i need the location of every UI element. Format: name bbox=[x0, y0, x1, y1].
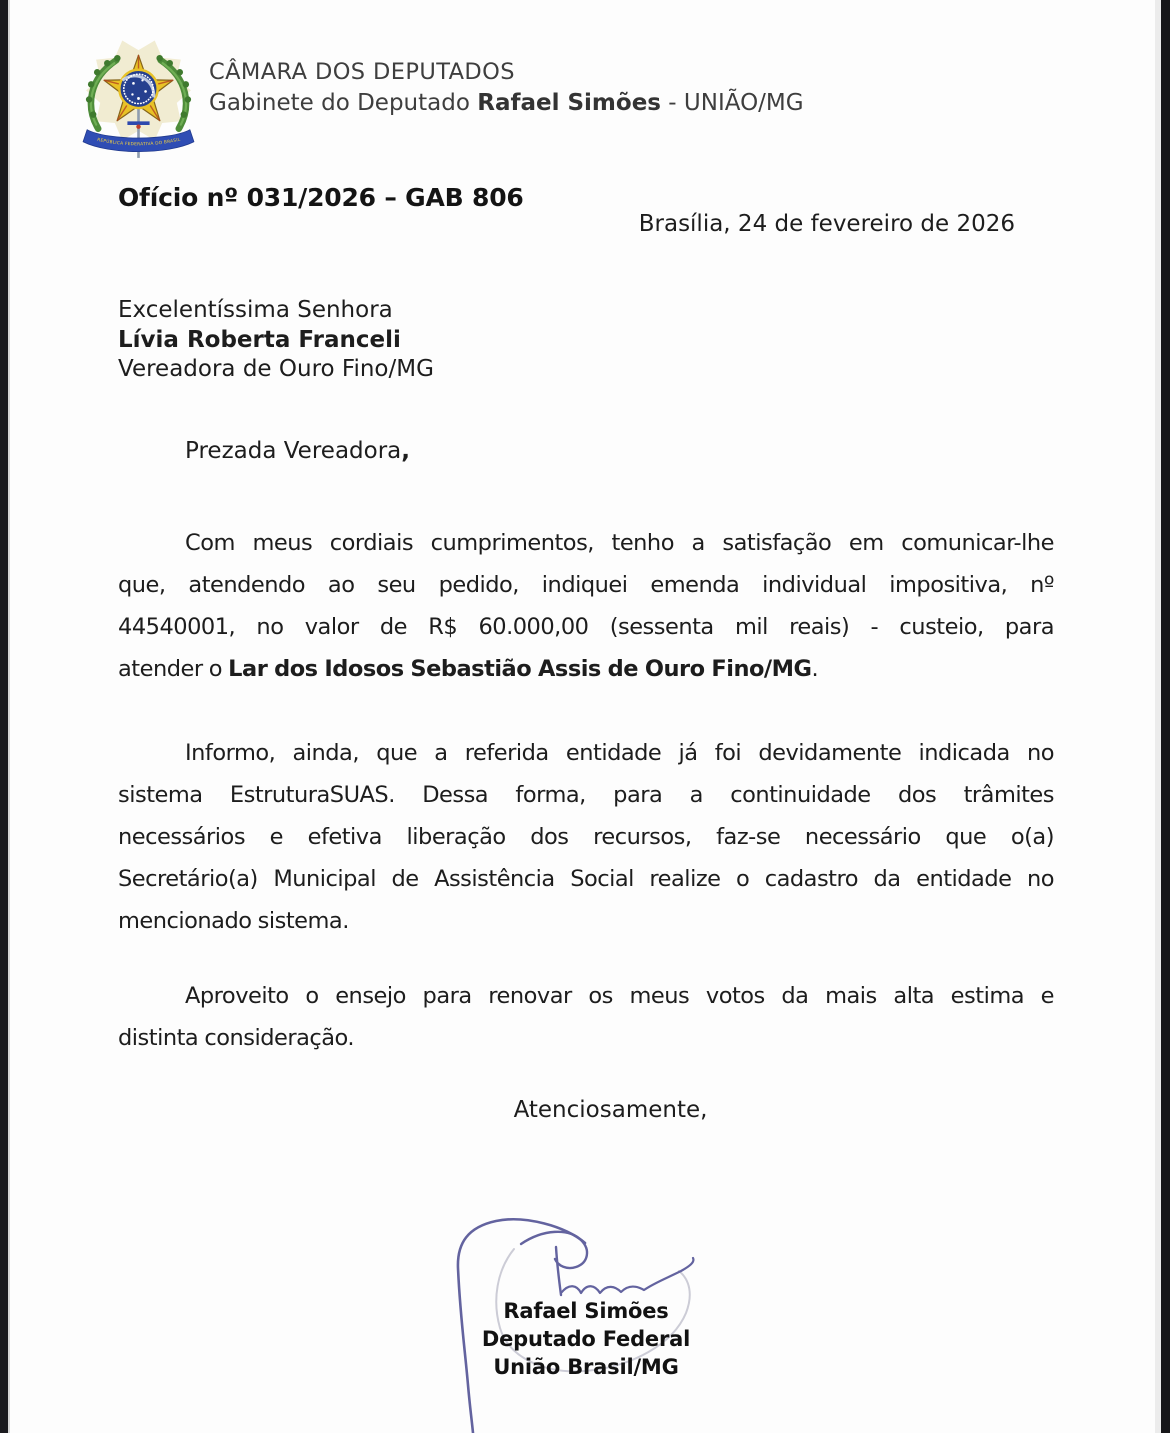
paragraph-line: Aproveito o ensejo para renovar os meus votos da mais alta estima e bbox=[185, 983, 1054, 1009]
signer-name: Rafael Simões bbox=[503, 1299, 669, 1323]
paragraph-line: Com meus cordiais cumprimentos, tenho a satisfação em comunicar-lhe bbox=[185, 530, 1054, 556]
letterhead bbox=[209, 57, 804, 119]
brazil-coat-of-arms-icon bbox=[72, 36, 205, 169]
paragraph-text: . bbox=[811, 656, 819, 682]
office-suffix: - UNIÃO/MG bbox=[661, 90, 804, 116]
recipient-salutation-title: Excelentíssima Senhora bbox=[118, 297, 393, 323]
paragraph-3 bbox=[118, 975, 1054, 1059]
signer-block bbox=[118, 1297, 1054, 1381]
paragraph-2 bbox=[118, 732, 1054, 942]
beneficiary-entity: Lar dos Idosos Sebastião Assis de Ouro Fino/MG bbox=[228, 656, 812, 682]
paragraph-line: necessários e efetiva liberação dos recursos, faz-se necessário que o(a) bbox=[118, 824, 1054, 850]
paragraph-line: 44540001, no valor de R$ 60.000,00 (sessenta mil reais) - custeio, para bbox=[118, 614, 1054, 640]
org-name: CÂMARA DOS DEPUTADOS bbox=[209, 59, 515, 85]
office-prefix: Gabinete do Deputado bbox=[209, 90, 478, 116]
office-line bbox=[209, 88, 804, 119]
screen-edge-left bbox=[0, 0, 8, 1433]
emblem-disc bbox=[119, 70, 157, 108]
closing-salutation: Atenciosamente, bbox=[513, 1097, 708, 1123]
signature-r-loop bbox=[521, 1232, 587, 1268]
dateline: Brasília, 24 de fevereiro de 2026 bbox=[638, 211, 1015, 237]
salutation bbox=[185, 438, 410, 464]
recipient-block bbox=[118, 296, 434, 385]
recipient-name: Lívia Roberta Franceli bbox=[118, 326, 401, 353]
paragraph-line bbox=[118, 648, 1054, 690]
paragraph-text: atender o bbox=[118, 656, 229, 682]
paragraph-line: Informo, ainda, que a referida entidade já foi devidamente indicada no bbox=[185, 740, 1054, 766]
paragraph-line: distinta consideração. bbox=[118, 1025, 355, 1051]
recipient-role: Vereadora de Ouro Fino/MG bbox=[118, 356, 434, 382]
salutation-text: Prezada Vereadora bbox=[185, 438, 402, 464]
document-reference: Ofício nº 031/2026 – GAB 806 bbox=[118, 183, 524, 212]
signature-stem bbox=[556, 1247, 561, 1295]
signer-title: Deputado Federal bbox=[481, 1327, 691, 1351]
screen-edge-right bbox=[1161, 0, 1170, 1433]
salutation-comma: , bbox=[401, 438, 411, 464]
signer-party: União Brasil/MG bbox=[493, 1355, 679, 1379]
paragraph-line: Secretário(a) Municipal de Assistência Social realize o cadastro da entidade no bbox=[118, 866, 1054, 892]
emblem-ribbon-text: REPÚBLICA FEDERATIVA DO BRASIL bbox=[96, 137, 182, 148]
paragraph-line: sistema EstruturaSUAS. Dessa forma, para a continuidade dos trâmites bbox=[118, 782, 1054, 808]
paragraph-line: que, atendendo ao seu pedido, indiquei emenda individual impositiva, nº bbox=[118, 572, 1054, 598]
deputy-name: Rafael Simões bbox=[477, 90, 661, 116]
screen-edge-left-line bbox=[8, 0, 10, 1433]
paragraph-line: mencionado sistema. bbox=[118, 908, 349, 934]
paragraph-1 bbox=[118, 522, 1054, 690]
